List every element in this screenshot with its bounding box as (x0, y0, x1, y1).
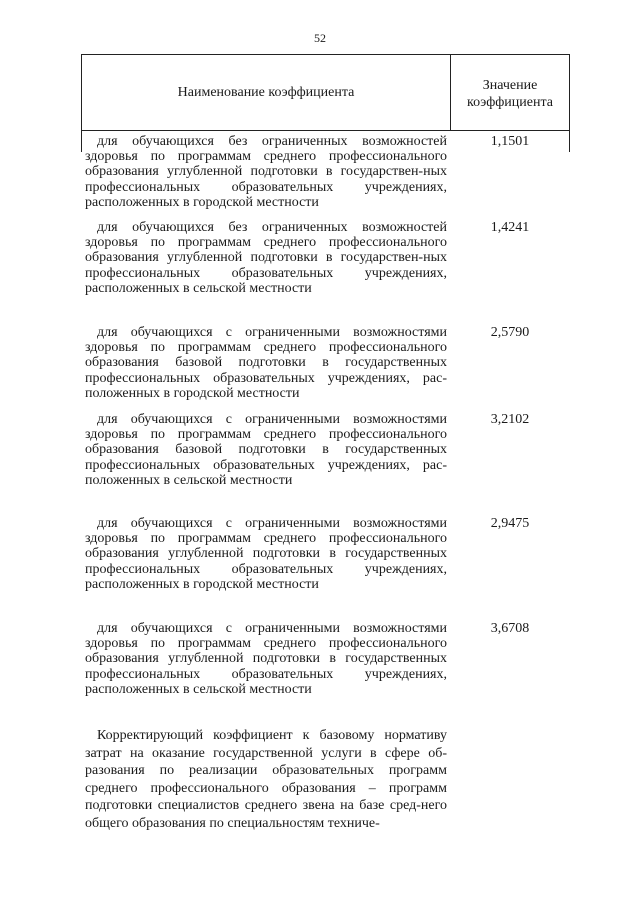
table-row-desc: для обучающихся с ограниченными возможностями здоровья по программам среднего профессионального образования углубленной подготовки в государственных профессиональных образовательных учреждениях, расположенных в сельской местности (85, 621, 447, 697)
table-row-value: 1,1501 (490, 134, 530, 149)
column-header-value-line2: коэффициента (467, 94, 553, 110)
table-row-desc: для обучающихся с ограниченными возможностями здоровья по программам среднего профессионального образования базовой подготовки в государственных профессиональных образовательных учреждениях, рас-положенных в городской местности (85, 325, 447, 401)
table-row-value: 3,6708 (490, 621, 530, 636)
page-number: 52 (314, 31, 326, 45)
table-row-desc: для обучающихся с ограниченными возможностями здоровья по программам среднего профессионального образования углубленной подготовки в государственных профессиональных образовательных учреждениях, расположенных в городской местности (85, 516, 447, 592)
table-row-value: 2,5790 (490, 325, 530, 340)
table-row-value: 3,2102 (490, 412, 530, 427)
table-row-value: 2,9475 (490, 516, 530, 531)
column-header-value (451, 55, 569, 130)
footer-paragraph: Корректирующий коэффициент к базовому нормативу затрат на оказание государственной услуги в сфере об-разования по реализации образовательных программ среднего профессионального образования – программ подготовки специалистов среднего звена на базе сред-него общего образования по специальностям техниче- (85, 728, 447, 831)
column-header-name: Наименование коэффициента (177, 84, 355, 100)
table-row-value: 1,4241 (490, 220, 530, 235)
table-header (81, 54, 570, 131)
column-header-value-line1: Значение (482, 77, 538, 93)
table-row-desc: для обучающихся без ограниченных возможностей здоровья по программам среднего профессионального образования углубленной подготовки в государствен-ных профессиональных образовательных учреждениях, расположенных в сельской местности (85, 220, 447, 296)
table-left-border (81, 131, 82, 152)
table-right-border (569, 131, 570, 152)
table-row-desc: для обучающихся с ограниченными возможностями здоровья по программам среднего профессионального образования базовой подготовки в государственных профессиональных образовательных учреждениях, рас-положенных в сельской местности (85, 412, 447, 488)
table-row-desc: для обучающихся без ограниченных возможностей здоровья по программам среднего профессионального образования углубленной подготовки в государствен-ных профессиональных образовательных учреждениях, расположенных в городской местности (85, 134, 447, 210)
